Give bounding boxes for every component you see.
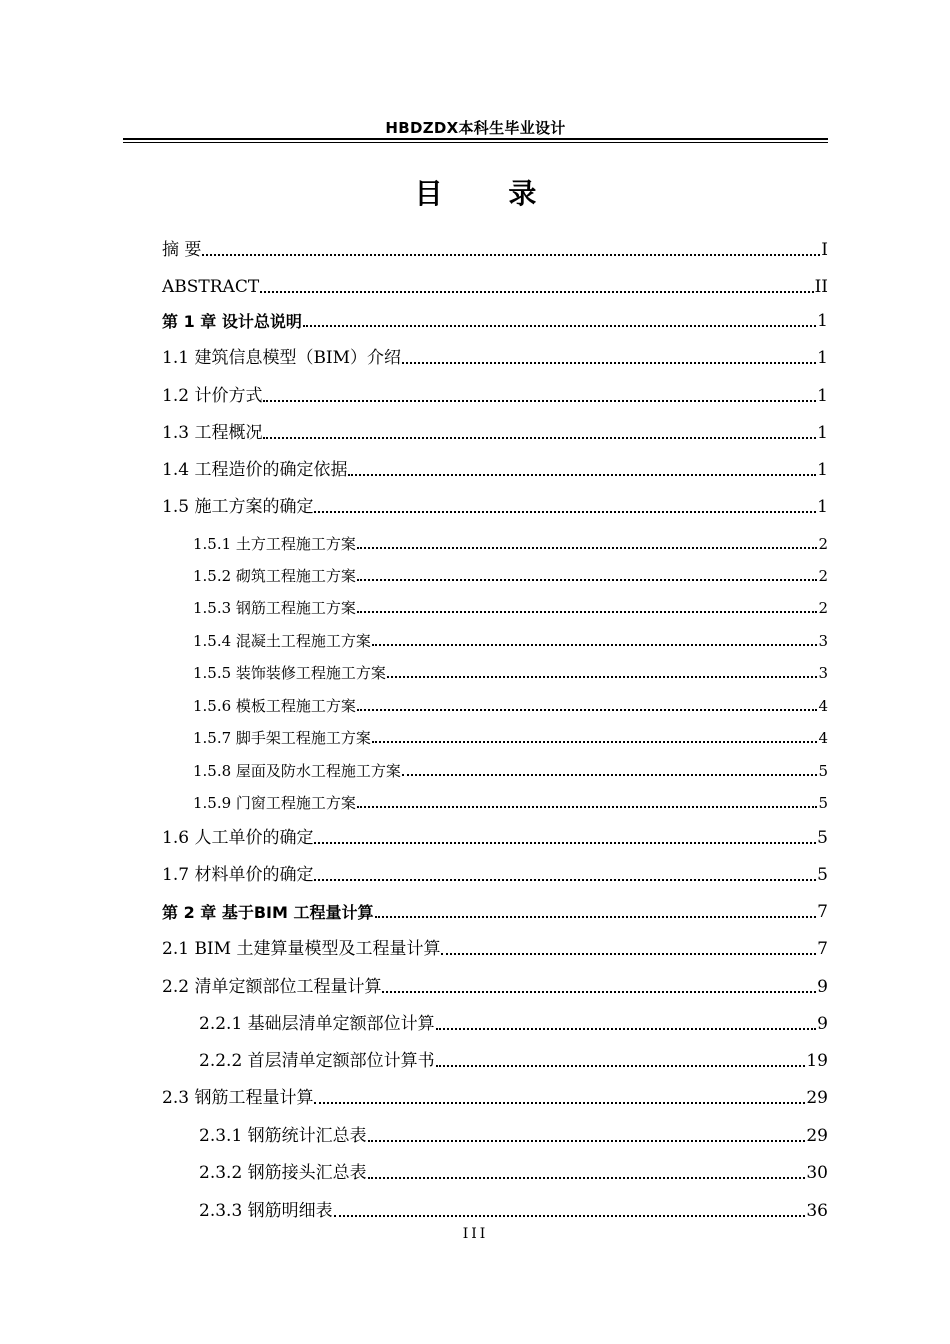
dot-leader	[260, 291, 813, 293]
toc-entry-page: 9	[817, 977, 828, 997]
toc-entry-page: 7	[817, 939, 828, 959]
toc-entry-label: ABSTRACT	[162, 277, 260, 297]
toc-entry-label: 摘 要	[162, 240, 202, 260]
dot-leader	[357, 547, 818, 549]
toc-entry[interactable]	[199, 1016, 828, 1033]
header-rule-thin	[123, 142, 828, 143]
toc-entry-page: 29	[806, 1088, 828, 1108]
dot-leader	[372, 644, 818, 646]
dot-leader	[375, 916, 817, 918]
toc-entry-label: 1.6 人工单价的确定	[162, 828, 314, 848]
toc-entry-page: 30	[806, 1163, 828, 1183]
toc-entry-label: 1.2 计价方式	[162, 386, 263, 406]
toc-entry-label: 1.5 施工方案的确定	[162, 497, 314, 517]
toc-entry-label: 2.2.2 首层清单定额部位计算书	[199, 1051, 435, 1071]
toc-entry[interactable]	[193, 796, 828, 811]
toc-entry-label: 1.1 建筑信息模型（BIM）介绍	[162, 348, 402, 368]
toc-entry-label: 1.5.4 混凝土工程施工方案	[193, 632, 371, 650]
dot-leader	[314, 1102, 805, 1104]
toc-entry-label: 1.5.2 砌筑工程施工方案	[193, 567, 356, 585]
dot-leader	[314, 879, 816, 881]
toc-title: 目 录	[414, 177, 565, 210]
header-rule-thick	[123, 138, 828, 140]
dot-leader	[441, 953, 816, 955]
toc-entry[interactable]	[162, 242, 828, 259]
toc-entry[interactable]	[162, 279, 828, 296]
toc-entry-label: 1.5.6 模板工程施工方案	[193, 697, 356, 715]
toc-entry-page: 7	[817, 902, 828, 922]
toc-entry-page: 4	[818, 697, 828, 715]
toc-entry[interactable]	[193, 601, 828, 616]
toc-entry-label: 1.5.8 屋面及防水工程施工方案	[193, 762, 401, 780]
toc-entry[interactable]	[199, 1128, 828, 1145]
toc-entry-label: 第 2 章 基于BIM 工程量计算	[162, 903, 374, 922]
toc-entry-page: 1	[817, 497, 828, 517]
toc-entry[interactable]	[162, 499, 828, 516]
dot-leader	[382, 991, 816, 993]
toc-entry[interactable]	[162, 979, 828, 996]
dot-leader	[387, 676, 818, 678]
toc-entry[interactable]	[162, 425, 828, 442]
toc-entry[interactable]	[193, 634, 828, 649]
toc-entry-page: 19	[806, 1051, 828, 1071]
toc-entry[interactable]	[162, 462, 828, 479]
toc-entry-label: 2.1 BIM 土建算量模型及工程量计算	[162, 939, 441, 959]
toc-entry-page: 2	[818, 599, 828, 617]
toc-entry[interactable]	[162, 941, 828, 958]
toc-entry-page: 1	[817, 460, 828, 480]
toc-entry-label: 2.2 清单定额部位工程量计算	[162, 977, 382, 997]
dot-leader	[202, 254, 820, 256]
toc-entry[interactable]	[199, 1203, 828, 1220]
toc-entry-label: 1.5.5 装饰装修工程施工方案	[193, 664, 386, 682]
toc-entry[interactable]	[193, 666, 828, 681]
toc-entry-label: 1.5.3 钢筋工程施工方案	[193, 599, 356, 617]
toc-entry-page: 4	[818, 729, 828, 747]
dot-leader	[357, 806, 818, 808]
toc-entry-page: 36	[806, 1201, 828, 1221]
toc-entry-label: 1.5.1 土方工程施工方案	[193, 535, 356, 553]
toc-entry[interactable]	[162, 830, 828, 847]
toc-entry-label: 2.3 钢筋工程量计算	[162, 1088, 314, 1108]
toc-entry[interactable]	[193, 764, 828, 779]
toc-entry-page: 5	[818, 762, 828, 780]
toc-entry-page: 3	[818, 632, 828, 650]
dot-leader	[436, 1065, 806, 1067]
toc-entry-page: 1	[817, 386, 828, 406]
toc-entry-label: 1.4 工程造价的确定依据	[162, 460, 348, 480]
toc-entry[interactable]	[193, 569, 828, 584]
toc-entry-page: 2	[818, 567, 828, 585]
toc-entry[interactable]	[162, 313, 828, 330]
dot-leader	[372, 741, 818, 743]
toc-entry[interactable]	[162, 904, 828, 921]
toc-entry-label: 1.3 工程概况	[162, 423, 263, 443]
toc-entry[interactable]	[193, 537, 828, 552]
toc-entry-label: 2.3.1 钢筋统计汇总表	[199, 1126, 367, 1146]
toc-entry-page: 1	[817, 423, 828, 443]
toc-entry[interactable]	[199, 1165, 828, 1182]
dot-leader	[314, 842, 816, 844]
dot-leader	[357, 611, 818, 613]
toc-entry[interactable]	[193, 731, 828, 746]
toc-entry-label: 1.5.7 脚手架工程施工方案	[193, 729, 371, 747]
toc-entry-label: 2.2.1 基础层清单定额部位计算	[199, 1014, 435, 1034]
toc-entry-page: 5	[818, 794, 828, 812]
toc-entry-page: 2	[818, 535, 828, 553]
dot-leader	[357, 579, 818, 581]
toc-entry[interactable]	[199, 1053, 828, 1070]
toc-entry-label: 1.5.9 门窗工程施工方案	[193, 794, 356, 812]
dot-leader	[368, 1177, 806, 1179]
dot-leader	[436, 1028, 817, 1030]
page-header: HBDZDX本科生毕业设计	[385, 119, 566, 137]
toc-entry[interactable]	[162, 388, 828, 405]
toc-entry-page: 1	[817, 348, 828, 368]
dot-leader	[348, 474, 816, 476]
toc-entry-page: 5	[817, 828, 828, 848]
toc-entry-page: 1	[817, 311, 828, 331]
toc-entry-page: 3	[818, 664, 828, 682]
dot-leader	[334, 1215, 806, 1217]
toc-entry-page: 29	[806, 1126, 828, 1146]
toc-entry-page: I	[821, 240, 828, 260]
toc-entry[interactable]	[162, 350, 828, 367]
toc-entry-label: 第 1 章 设计总说明	[162, 312, 302, 331]
page-number: III	[462, 1226, 489, 1242]
toc-entry-page: 5	[817, 865, 828, 885]
dot-leader	[314, 511, 816, 513]
toc-entry-label: 1.7 材料单价的确定	[162, 865, 314, 885]
toc-entry-label: 2.3.3 钢筋明细表	[199, 1201, 333, 1221]
toc-entry-label: 2.3.2 钢筋接头汇总表	[199, 1163, 367, 1183]
toc-entry[interactable]	[162, 1090, 828, 1107]
toc-entry[interactable]	[193, 699, 828, 714]
dot-leader	[303, 325, 816, 327]
dot-leader	[263, 437, 816, 439]
dot-leader	[402, 362, 816, 364]
dot-leader	[368, 1140, 806, 1142]
toc-entry-page: II	[814, 277, 828, 297]
dot-leader	[402, 774, 818, 776]
dot-leader	[263, 400, 816, 402]
toc-entry[interactable]	[162, 867, 828, 884]
dot-leader	[357, 709, 818, 711]
toc-entry-page: 9	[817, 1014, 828, 1034]
